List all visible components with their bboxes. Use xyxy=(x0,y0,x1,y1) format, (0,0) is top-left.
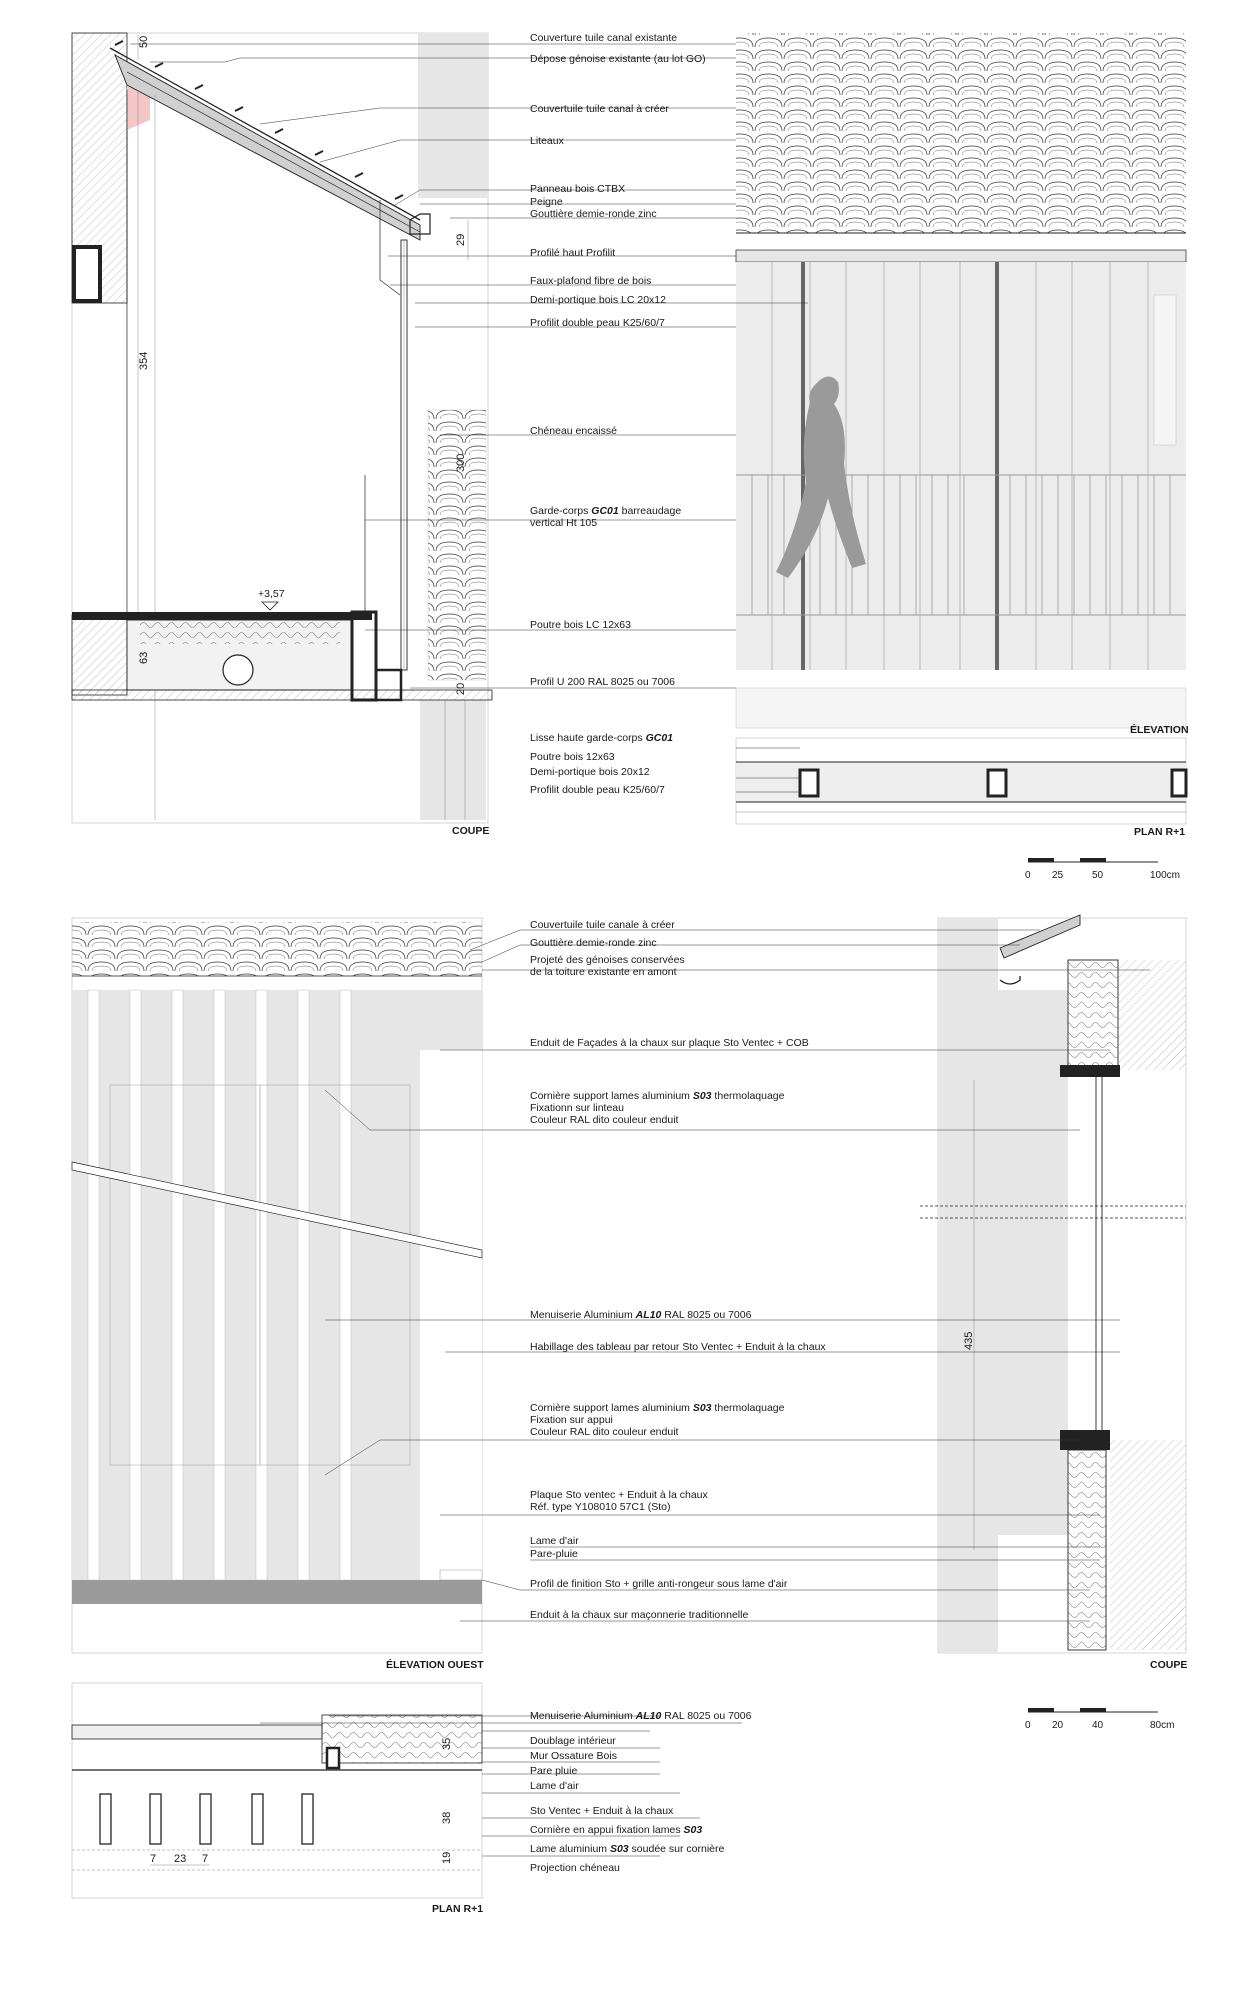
label-profil-u: Profil U 200 RAL 8025 ou 7006 xyxy=(530,676,675,688)
coupe-section-1 xyxy=(72,33,492,837)
label-demi-portique: Demi-portique bois LC 20x12 xyxy=(530,294,666,306)
label-couvertuile-canale: Couvertuile tuile canale à créer xyxy=(530,919,675,931)
scale-2-0: 0 xyxy=(1025,1720,1031,1731)
label-pare-pluie-plan: Pare pluie xyxy=(530,1765,578,1777)
coupe-title-1: COUPE xyxy=(452,825,490,837)
plan-title-2: PLAN R+1 xyxy=(432,1903,484,1915)
label-plaque-ref: Réf. type Y108010 57C1 (Sto) xyxy=(530,1501,671,1513)
scale-2-20: 20 xyxy=(1052,1720,1064,1731)
dim-35: 35 xyxy=(441,1737,453,1750)
label-demi-portique-plan: Demi-portique bois 20x12 xyxy=(530,766,650,778)
label-sto-ventec: Sto Ventec + Enduit à la chaux xyxy=(530,1805,674,1817)
label-cheneau: Chéneau encaissé xyxy=(530,425,617,437)
label-lame-alu: Lame aluminium S03 soudée sur cornière xyxy=(530,1843,725,1855)
label-garde-corps: Garde-corps GC01 barreaudage xyxy=(530,505,682,517)
scale-1-100: 100cm xyxy=(1150,870,1181,881)
dim-63: 63 xyxy=(138,651,150,664)
scale-2-40: 40 xyxy=(1092,1720,1104,1731)
label-lisse: Lisse haute garde-corps GC01 xyxy=(530,732,674,744)
label-corniere-1-line3: Couleur RAL dito couleur enduit xyxy=(530,1114,679,1126)
width-7a: 7 xyxy=(150,1853,157,1865)
label-projete-genoises: Projeté des génoises conservées xyxy=(530,954,685,966)
label-projection-cheneau: Projection chéneau xyxy=(530,1862,620,1874)
label-projete-genoises-2: de la toiture existante en amont xyxy=(530,966,677,978)
elevation-ouest-title: ÉLEVATION OUEST xyxy=(386,1659,484,1671)
label-corniere-1-line2: Fixationn sur linteau xyxy=(530,1102,624,1114)
elevation-1 xyxy=(736,33,1189,736)
label-couverture-existante: Couverture tuile canal existante xyxy=(530,32,678,44)
coupe-section-2 xyxy=(920,915,1187,1671)
label-corniere-2: Cornière support lames aluminium S03 thermolaquage xyxy=(530,1402,785,1414)
width-7b: 7 xyxy=(202,1853,209,1865)
label-menuiserie-plan: Menuiserie Aluminium AL10 RAL 8025 ou 7006 xyxy=(530,1710,752,1722)
label-profil-finition: Profil de finition Sto + grille anti-rongeur sous lame d'air xyxy=(530,1578,788,1590)
dim-300: 300 xyxy=(455,453,467,472)
width-23: 23 xyxy=(174,1853,187,1865)
label-liteaux: Liteaux xyxy=(530,135,564,147)
label-lame-air: Lame d'air xyxy=(530,1535,579,1547)
labels-sheet-1 xyxy=(530,32,706,796)
plan-1 xyxy=(736,738,1186,838)
dim-50: 50 xyxy=(138,35,150,48)
scale-1-0: 0 xyxy=(1025,870,1031,881)
label-corniere-2-line3: Couleur RAL dito couleur enduit xyxy=(530,1426,679,1438)
dim-29: 29 xyxy=(455,233,467,246)
plan-2 xyxy=(72,1683,483,1915)
label-profilit: Profilit double peau K25/60/7 xyxy=(530,317,665,329)
label-profilit-plan: Profilit double peau K25/60/7 xyxy=(530,784,665,796)
dim-19: 19 xyxy=(441,1851,453,1864)
coupe-title-2: COUPE xyxy=(1150,1659,1188,1671)
label-corniere-2-line2: Fixation sur appui xyxy=(530,1414,613,1426)
elevation-title-1: ÉLEVATION xyxy=(1130,724,1189,736)
label-poutre-lc: Poutre bois LC 12x63 xyxy=(530,619,631,631)
label-panneau-ctbx: Panneau bois CTBX xyxy=(530,183,626,195)
label-profile-haut: Profilé haut Profilit xyxy=(530,247,616,259)
label-garde-corps-2: vertical Ht 105 xyxy=(530,517,598,529)
label-peigne: Peigne xyxy=(530,196,563,208)
label-mur-ossature: Mur Ossature Bois xyxy=(530,1750,617,1762)
plan-title-1: PLAN R+1 xyxy=(1134,826,1186,838)
label-pare-pluie: Pare-pluie xyxy=(530,1548,578,1560)
scale-1-25: 25 xyxy=(1052,870,1064,881)
level-marker: +3,57 xyxy=(258,588,285,600)
label-faux-plafond: Faux-plafond fibre de bois xyxy=(530,275,652,287)
label-menuiserie-al10: Menuiserie Aluminium AL10 RAL 8025 ou 7006 xyxy=(530,1309,752,1321)
label-poutre-12x63: Poutre bois 12x63 xyxy=(530,751,615,763)
dim-435: 435 xyxy=(963,1331,975,1350)
label-habillage: Habillage des tableau par retour Sto Ventec + Enduit à la chaux xyxy=(530,1341,826,1353)
dim-38: 38 xyxy=(441,1811,453,1824)
label-corniere-1: Cornière support lames aluminium S03 thermolaquage xyxy=(530,1090,785,1102)
scale-bar-2 xyxy=(1025,1708,1174,1731)
label-gouttiere-2: Gouttière demie-ronde zinc xyxy=(530,937,657,949)
dim-20: 20 xyxy=(455,682,467,695)
label-depose-genoise: Dépose génoise existante (au lot GO) xyxy=(530,53,706,65)
scale-bar-1 xyxy=(1025,858,1180,881)
label-plaque-sto: Plaque Sto ventec + Enduit à la chaux xyxy=(530,1489,708,1501)
dim-354: 354 xyxy=(138,351,150,370)
label-lame-air-plan: Lame d'air xyxy=(530,1780,579,1792)
label-corniere-appui: Cornière en appui fixation lames S03 xyxy=(530,1824,703,1836)
label-couvertuile-creer: Couvertuile tuile canal à créer xyxy=(530,103,669,115)
scale-1-50: 50 xyxy=(1092,870,1104,881)
label-doublage: Doublage intérieur xyxy=(530,1735,616,1747)
label-enduit-maconnerie: Enduit à la chaux sur maçonnerie traditionnelle xyxy=(530,1609,749,1621)
elevation-ouest xyxy=(72,918,484,1671)
label-enduit-facades: Enduit de Façades à la chaux sur plaque Sto Ventec + COB xyxy=(530,1037,809,1049)
label-gouttiere: Gouttière demie-ronde zinc xyxy=(530,208,657,220)
scale-2-80: 80cm xyxy=(1150,1720,1175,1731)
